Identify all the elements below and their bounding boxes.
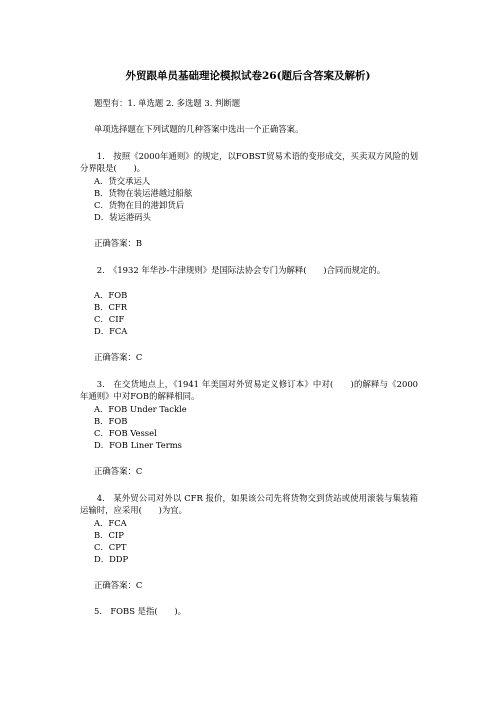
question-5-stem: 5. FOBS 是指( )。 bbox=[94, 606, 187, 616]
question-4-answer: 正确答案：C bbox=[94, 580, 143, 590]
question-1-option-c: C．货物在目的港卸货后 bbox=[94, 200, 185, 210]
question-2-option-d: D．FCA bbox=[94, 326, 128, 336]
question-1-stem: 1. 按照《2000年通则》的规定，以FOBST贸易术语的变形成交，买卖双方风险的划分界限是( )。 bbox=[80, 151, 418, 173]
question-3-stem: 3. 在交货地点上，《1941 年美国对外贸易定义修订本》中对( )的解释与《2000年通则》中对FOB的解释相同。 bbox=[80, 379, 418, 401]
question-3-option-d: D．FOB Liner Terms bbox=[94, 440, 182, 450]
question-2-stem: 2. 《1932 年华沙-牛津规则》是国际法协会专门为解释( )合同而规定的。 bbox=[96, 265, 386, 275]
question-types-line: 题型有：1. 单选题 2. 多选题 3. 判断题 bbox=[94, 98, 241, 108]
question-3-answer: 正确答案：C bbox=[94, 466, 143, 476]
question-4-stem: 4. 某外贸公司对外以 CFR 报价，如果该公司先将货物交到货站或使用滚装与集装箱运输时，应采用( )为宜。 bbox=[80, 493, 418, 515]
document-title: 外贸跟单员基础理论模拟试卷26(题后含答案及解析) bbox=[125, 70, 371, 82]
question-4-option-b: B．CIP bbox=[94, 530, 124, 540]
question-2-option-a: A．FOB bbox=[94, 290, 128, 300]
question-1-answer: 正确答案：B bbox=[94, 238, 143, 248]
question-1-option-a: A．货交承运人 bbox=[94, 176, 151, 186]
question-1-option-d: D．装运港码头 bbox=[94, 212, 151, 222]
question-3-option-a: A．FOB Under Tackle bbox=[94, 404, 187, 414]
question-4-option-d: D．DDP bbox=[94, 554, 129, 564]
question-1-option-b: B．货物在装运港越过船舷 bbox=[94, 188, 193, 198]
question-3-option-b: B．FOB bbox=[94, 416, 128, 426]
question-2-answer: 正确答案：C bbox=[94, 352, 143, 362]
instruction-line: 单项选择题在下列试题的几种答案中选出一个正确答案。 bbox=[94, 124, 304, 134]
question-4-option-c: C．CPT bbox=[94, 542, 127, 552]
question-2-option-b: B．CFR bbox=[94, 302, 128, 312]
question-2-option-c: C．CIF bbox=[94, 314, 125, 324]
question-4-option-a: A．FCA bbox=[94, 518, 127, 528]
question-3-option-c: C．FOB Vessel bbox=[94, 428, 157, 438]
